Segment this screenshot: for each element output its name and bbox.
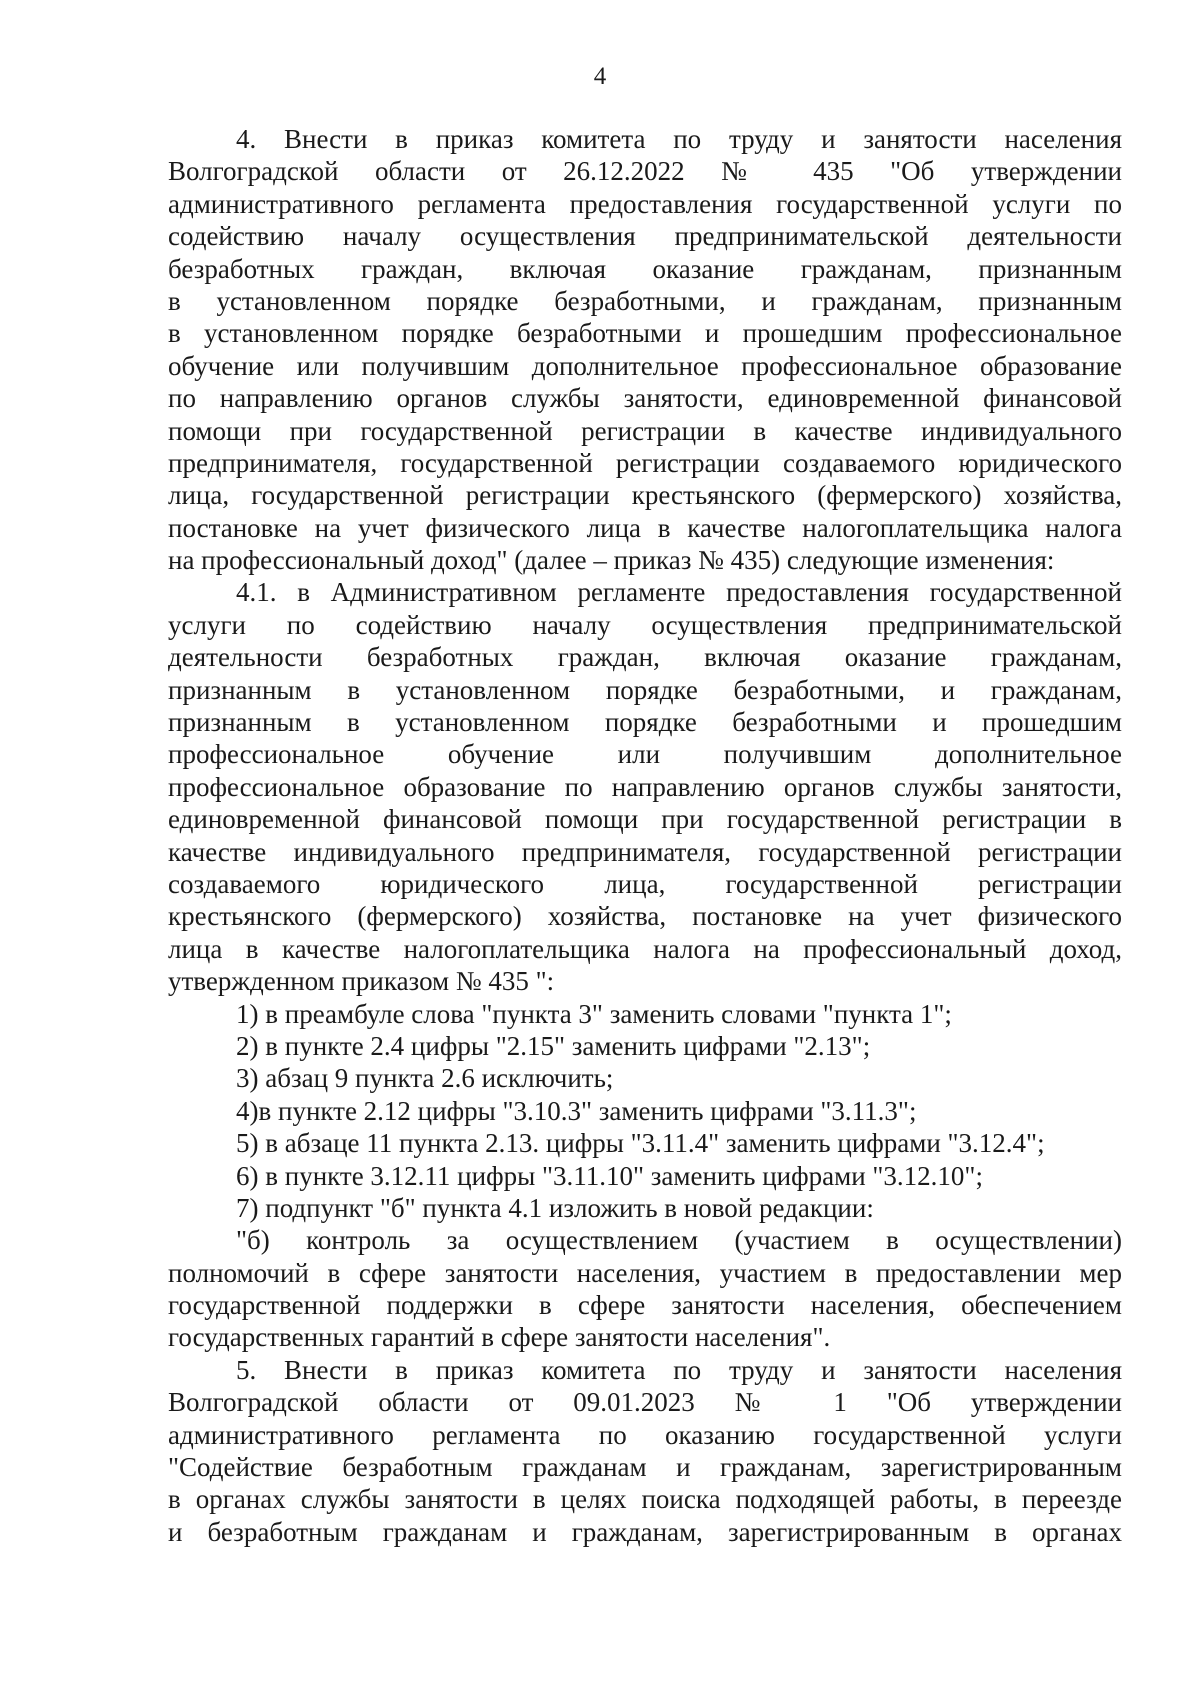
text-line: безработных граждан, включая оказание гражданам, признанным bbox=[168, 253, 1122, 284]
text-line: 7) подпункт "б" пункта 4.1 изложить в новой редакции: bbox=[236, 1192, 874, 1223]
text-line: содействию началу осуществления предпринимательской деятельности bbox=[168, 221, 1122, 252]
text-line: административного регламента по оказанию государственной услуги bbox=[168, 1419, 1122, 1450]
text-line: по направлению органов службы занятости, единовременной финансовой bbox=[168, 383, 1122, 414]
text-line: лица, государственной регистрации крестьянского (фермерского) хозяйства, bbox=[168, 480, 1122, 511]
text-line: в установленном порядке безработными и прошедшим профессиональное bbox=[168, 318, 1122, 349]
text-line: административного регламента предоставления государственной услуги по bbox=[168, 188, 1122, 219]
text-line: 3) абзац 9 пункта 2.6 исключить; bbox=[236, 1063, 614, 1094]
text-line: 4)в пункте 2.12 цифры "3.10.3" заменить цифрами "3.11.3"; bbox=[236, 1095, 917, 1126]
text-line: полномочий в сфере занятости населения, участием в предоставлении мер bbox=[168, 1257, 1122, 1288]
text-line: предпринимателя, государственной регистрации создаваемого юридического bbox=[168, 447, 1122, 478]
text-line: Волгоградской области от 09.01.2023 № 1 "Об утверждении bbox=[168, 1387, 1122, 1418]
text-line: профессиональное образование по направлению органов службы занятости, bbox=[168, 771, 1122, 802]
text-line: в установленном порядке безработными, и гражданам, признанным bbox=[168, 285, 1122, 316]
text-line: и безработным гражданам и гражданам, зарегистрированным в органах bbox=[168, 1516, 1122, 1547]
text-line: государственных гарантий в сфере занятости населения". bbox=[168, 1322, 831, 1353]
text-line: в органах службы занятости в целях поиска подходящей работы, в переезде bbox=[168, 1484, 1122, 1515]
text-line: 5. Внести в приказ комитета по труду и занятости населения bbox=[236, 1354, 1122, 1385]
document-body bbox=[168, 123, 1122, 1548]
text-line: признанным в установленном порядке безработными, и гражданам, bbox=[168, 674, 1122, 705]
page-number: 4 bbox=[593, 63, 607, 90]
text-line: крестьянского (фермерского) хозяйства, постановке на учет физического bbox=[168, 901, 1122, 932]
text-line: государственной поддержки в сфере занятости населения, обеспечением bbox=[168, 1290, 1122, 1321]
text-line: 2) в пункте 2.4 цифры "2.15" заменить цифрами "2.13"; bbox=[236, 1030, 871, 1061]
text-line: "Содействие безработным гражданам и гражданам, зарегистрированным bbox=[168, 1452, 1122, 1483]
text-line: признанным в установленном порядке безработными и прошедшим bbox=[168, 707, 1122, 738]
text-line: 1) в преамбуле слова "пункта 3" заменить словами "пункта 1"; bbox=[236, 998, 952, 1029]
text-line: 4.1. в Административном регламенте предоставления государственной bbox=[236, 577, 1122, 608]
text-line: "б) контроль за осуществлением (участием в осуществлении) bbox=[236, 1225, 1122, 1256]
text-line: помощи при государственной регистрации в качестве индивидуального bbox=[168, 415, 1122, 446]
text-line: Волгоградской области от 26.12.2022 № 435 "Об утверждении bbox=[168, 156, 1122, 187]
text-line: создаваемого юридического лица, государственной регистрации bbox=[168, 868, 1122, 899]
text-line: услуги по содействию началу осуществления предпринимательской bbox=[168, 609, 1122, 640]
text-line: обучение или получившим дополнительное профессиональное образование bbox=[168, 350, 1122, 381]
text-line: единовременной финансовой помощи при государственной регистрации в bbox=[168, 804, 1122, 835]
text-line: деятельности безработных граждан, включая оказание гражданам, bbox=[168, 642, 1122, 673]
text-line: лица в качестве налогоплательщика налога на профессиональный доход, bbox=[168, 933, 1122, 964]
text-line: 5) в абзаце 11 пункта 2.13. цифры "3.11.4" заменить цифрами "3.12.4"; bbox=[236, 1128, 1045, 1159]
text-line: 4. Внести в приказ комитета по труду и занятости населения bbox=[236, 124, 1122, 154]
text-line: 6) в пункте 3.12.11 цифры "3.11.10" заменить цифрами "3.12.10"; bbox=[236, 1160, 983, 1191]
text-line: профессиональное обучение или получившим дополнительное bbox=[168, 739, 1122, 770]
text-line: утвержденном приказом № 435 ": bbox=[168, 966, 555, 997]
text-line: постановке на учет физического лица в качестве налогоплательщика налога bbox=[168, 512, 1122, 543]
text-line: качестве индивидуального предпринимателя, государственной регистрации bbox=[168, 836, 1122, 867]
text-line: на профессиональный доход" (далее – приказ № 435) следующие изменения: bbox=[168, 545, 1055, 576]
